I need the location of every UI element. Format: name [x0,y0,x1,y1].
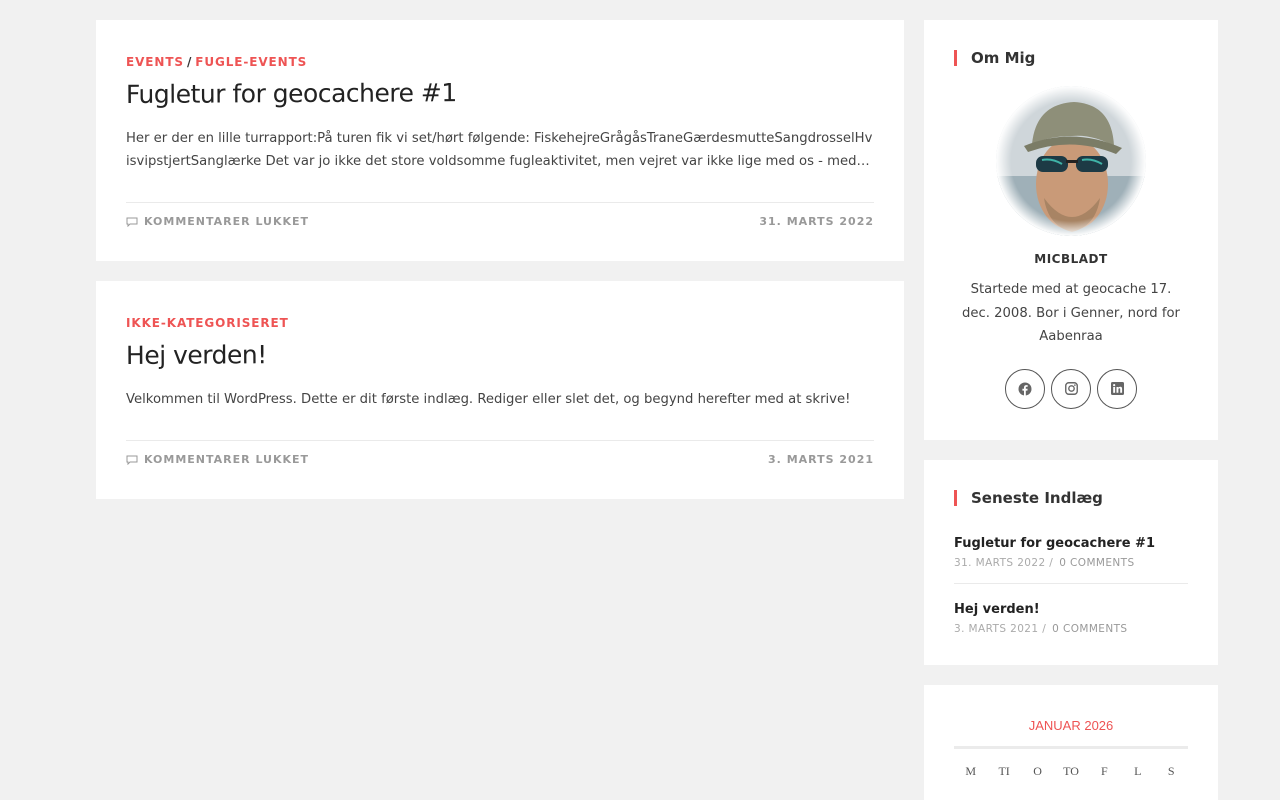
calendar-weekdays [954,764,1188,779]
post-card [96,281,904,499]
social-links [954,369,1188,409]
widget-title: Om Mig [954,50,1188,66]
post-card [96,20,904,261]
recent-posts-widget [924,460,1218,665]
post-excerpt: Her er der en lille turrapport:På turen fik vi set/hørt følgende: FiskehejreGrågåsTraneGærdesmutteSangdrosselHvisvipstjertSanglærke Det var jo ikke det store voldsomme fugleaktivitet, men vejret var ikke lige med os - med… [126,131,873,169]
about-widget [924,20,1218,440]
author-bio: Startede med at geocache 17. dec. 2008. Bor i Genner, nord for Aabenraa [962,282,1180,344]
category-separator: / [186,55,193,69]
recent-post-comments-link[interactable]: 0 COMMENTS [1052,623,1128,635]
recent-post-link[interactable]: Fugletur for geocachere #1 [954,536,1155,551]
weekday-label: O [1033,764,1042,778]
weekday-label: F [1101,764,1108,778]
comments-status: KOMMENTARER LUKKET [144,453,310,466]
list-item [954,526,1188,583]
post-date: 31. MARTS 2022 [759,215,874,228]
instagram-link[interactable] [1051,369,1091,409]
linkedin-link[interactable] [1097,369,1137,409]
calendar-divider [954,746,1188,749]
recent-post-meta [954,557,1188,569]
instagram-icon [1065,382,1078,395]
recent-post-date: 31. MARTS 2022 / [954,557,1054,569]
post-categories [126,53,874,71]
category-link[interactable]: FUGLE-EVENTS [195,55,308,69]
weekday-label: TI [998,764,1010,778]
post-title[interactable]: Fugletur for geocachere #1 [125,78,457,109]
comment-icon [126,455,138,465]
facebook-link[interactable] [1005,369,1045,409]
calendar-widget [924,685,1218,800]
post-meta [126,440,874,466]
calendar-caption: JANUAR 2026 [1028,718,1114,733]
category-link[interactable]: IKKE-KATEGORISERET [126,316,289,330]
weekday-label: TO [1063,764,1079,778]
weekday-label: S [1167,764,1175,778]
post-date: 3. MARTS 2021 [768,453,874,466]
weekday-label: L [1134,764,1142,778]
comments-status: KOMMENTARER LUKKET [144,215,310,228]
post-title[interactable]: Hej verden! [125,340,267,370]
recent-post-date: 3. MARTS 2021 / [954,623,1047,635]
widget-title: Seneste Indlæg [954,490,1188,506]
weekday-label: M [965,764,977,778]
list-item [954,583,1188,649]
post-meta [126,202,874,228]
post-categories [126,314,874,332]
recent-post-meta [954,623,1188,635]
recent-post-link[interactable]: Hej verden! [954,602,1040,617]
avatar [996,86,1146,236]
facebook-icon [1018,382,1032,396]
comment-icon [126,217,138,227]
recent-post-comments-link[interactable]: 0 COMMENTS [1059,557,1135,569]
post-excerpt: Velkommen til WordPress. Dette er dit første indlæg. Rediger eller slet det, og begynd herefter med at skrive! [126,392,851,407]
category-link[interactable]: EVENTS [126,55,184,69]
author-name: MICBLADT [1034,252,1108,266]
linkedin-icon [1111,382,1124,395]
